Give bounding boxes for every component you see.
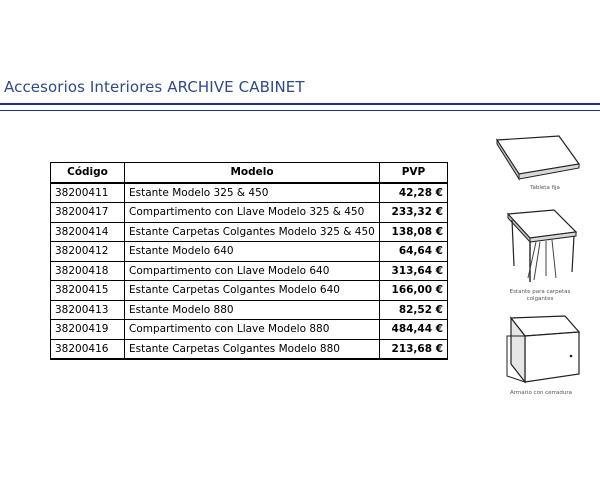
illustration-caption: Estante para carpetas colgantes [509,289,571,302]
table-row [51,222,448,242]
cell-model: Compartimento con Llave Modelo 640 [125,261,380,281]
header-model: Modelo [125,163,380,183]
cell-code: 38200417 [51,203,125,223]
cell-price: 213,68 € [380,339,448,359]
cell-code: 38200411 [51,183,125,203]
cell-model: Estante Carpetas Colgantes Modelo 880 [125,339,380,359]
page-title: Accesorios Interiores ARCHIVE CABINET [4,78,305,96]
cell-price: 42,28 € [380,183,448,203]
cell-model: Estante Carpetas Colgantes Modelo 640 [125,281,380,301]
cell-price: 233,32 € [380,203,448,223]
header-code: Código [51,163,125,183]
cell-code: 38200413 [51,300,125,320]
table-row [51,261,448,281]
cell-model: Compartimento con Llave Modelo 880 [125,320,380,340]
table-row [51,203,448,223]
cell-price: 64,64 € [380,242,448,262]
cell-price: 166,00 € [380,281,448,301]
table-row [51,183,448,203]
flat-shelf-icon [495,134,583,184]
cell-code: 38200419 [51,320,125,340]
cell-code: 38200414 [51,222,125,242]
cell-price: 138,08 € [380,222,448,242]
illustration-caption: Armario con cerradura [510,390,572,396]
table-header-row [51,163,448,183]
hanging-folder-shelf-icon [502,206,580,286]
title-rule-bottom [0,110,600,111]
header-price: PVP [380,163,448,183]
cell-price: 82,52 € [380,300,448,320]
table-row [51,339,448,359]
table-row [51,300,448,320]
cell-model: Estante Modelo 325 & 450 [125,183,380,203]
cell-code: 38200416 [51,339,125,359]
cell-model: Estante Carpetas Colgantes Modelo 325 & 450 [125,222,380,242]
cell-price: 484,44 € [380,320,448,340]
cell-model: Compartimento con Llave Modelo 325 & 450 [125,203,380,223]
title-rule-top [0,103,600,105]
price-table [50,162,448,360]
cell-code: 38200415 [51,281,125,301]
cell-code: 38200418 [51,261,125,281]
illustration-caption: Tableta fija [530,185,560,191]
table-row [51,320,448,340]
locking-compartment-icon [497,314,583,386]
cell-price: 313,64 € [380,261,448,281]
table-row [51,242,448,262]
cell-model: Estante Modelo 640 [125,242,380,262]
cell-code: 38200412 [51,242,125,262]
cell-model: Estante Modelo 880 [125,300,380,320]
table-row [51,281,448,301]
